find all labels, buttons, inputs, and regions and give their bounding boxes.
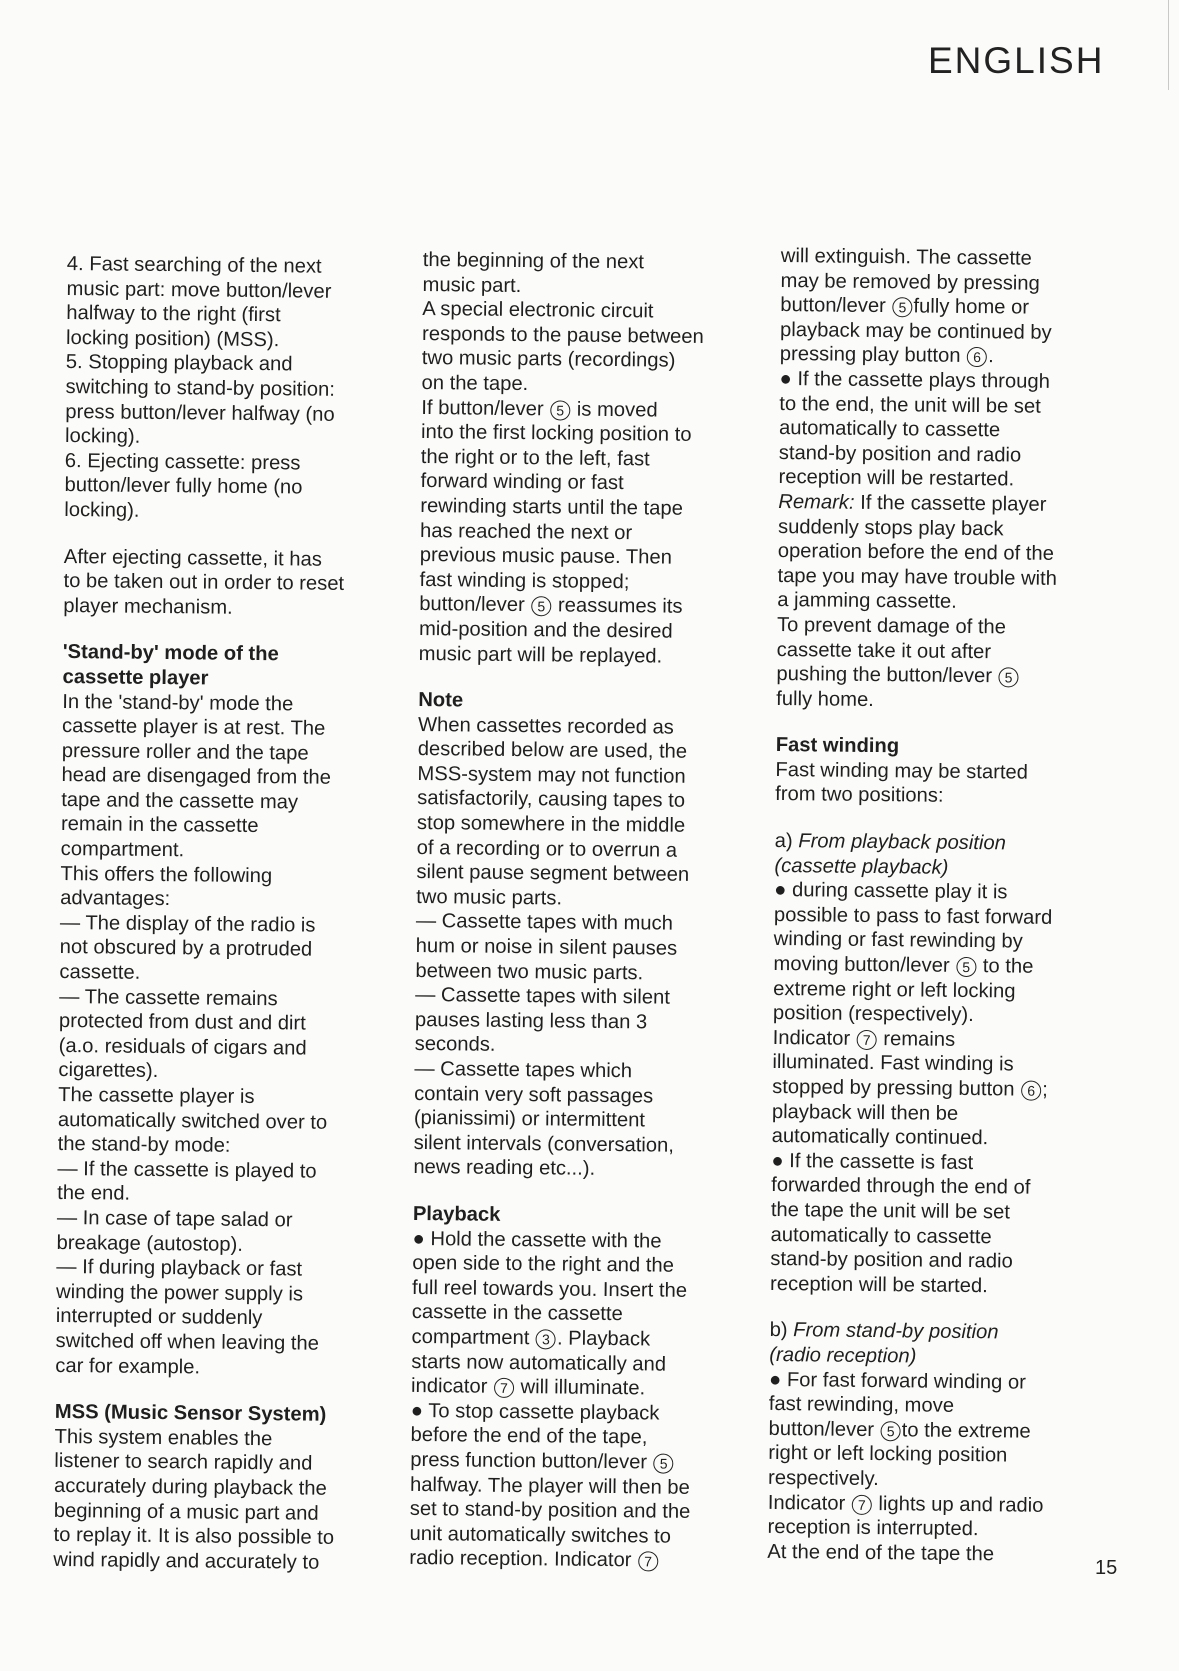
- text-line: unit automatically switches to: [409, 1522, 672, 1548]
- text-line: The cassette player is: [58, 1083, 255, 1109]
- text-line: two music parts.: [416, 885, 563, 910]
- text-line: (radio reception): [769, 1343, 917, 1368]
- text-line: cigarettes).: [58, 1059, 159, 1083]
- text-line: ● during cassette play it is: [774, 879, 1008, 904]
- text-line: to replay it. It is also possible to: [53, 1524, 335, 1549]
- text-line: ● If the cassette is fast: [771, 1149, 974, 1174]
- text-line: playback may be continued by: [779, 318, 1052, 344]
- text-line: — If during playback or fast: [56, 1256, 303, 1281]
- text-line: locking).: [64, 498, 140, 522]
- text-line: player mechanism.: [63, 594, 233, 619]
- text-line: fast winding is stopped;: [419, 568, 630, 593]
- section-heading: Playback: [412, 1202, 501, 1226]
- text-line: satisfactorily, causing tapes to: [417, 787, 686, 813]
- text-line: responds to the pause between: [421, 322, 704, 348]
- text-line: described below are used, the: [417, 738, 688, 764]
- text-line: switched off when leaving the: [55, 1329, 320, 1355]
- text-line: news reading etc...).: [413, 1156, 596, 1181]
- circled-number-7: 7: [638, 1552, 658, 1572]
- text-line: At the end of the tape the: [767, 1540, 995, 1565]
- text-line: music part will be replayed.: [418, 642, 663, 668]
- page-edge-rule: [1168, 0, 1169, 90]
- text-line: open side to the right and the: [412, 1252, 674, 1277]
- text-line: hum or noise in silent pauses: [415, 934, 678, 960]
- circled-number-5: 5: [881, 1421, 901, 1441]
- text-line: fully home.: [776, 687, 874, 711]
- section-heading: Fast winding: [775, 734, 900, 758]
- text-line: reception is interrupted.: [767, 1516, 979, 1541]
- text-line: between two music parts.: [415, 959, 644, 984]
- text-line: will extinguish. The cassette: [780, 244, 1032, 270]
- text-line: set to stand-by position and the: [409, 1498, 691, 1523]
- text-line: tape and the cassette may: [61, 788, 299, 814]
- text-line: winding the power supply is: [55, 1280, 304, 1306]
- text-line: listener to search rapidly and: [54, 1450, 313, 1475]
- text-line: on the tape.: [421, 371, 529, 396]
- text-line: the stand-by mode:: [57, 1133, 231, 1157]
- text-line: stop somewhere in the middle: [416, 812, 686, 837]
- text-line: — In case of tape salad or: [56, 1206, 293, 1232]
- text-line: pressure roller and the tape: [61, 739, 309, 765]
- text-line: forward winding or fast: [420, 470, 624, 495]
- text-line: cassette in the cassette: [411, 1301, 623, 1326]
- circled-number-5: 5: [892, 297, 912, 317]
- text-line: full reel towards you. Insert the: [411, 1276, 688, 1302]
- text-line: 6. Ejecting cassette: press: [64, 449, 301, 475]
- circled-number-7: 7: [857, 1030, 877, 1050]
- text-line: MSS-system may not function: [417, 762, 686, 788]
- text-line: button/lever fully home (no: [64, 474, 303, 499]
- text-column-2: [409, 248, 758, 1574]
- text-line: (cassette playback): [774, 854, 949, 879]
- text-line: — Cassette tapes which: [414, 1057, 633, 1083]
- text-line: cassette.: [59, 960, 141, 984]
- section-heading: MSS (Music Sensor System): [54, 1401, 327, 1426]
- text-line: halfway. The player will then be: [409, 1473, 690, 1499]
- text-line: may be removed by pressing: [780, 269, 1040, 295]
- text-line: to the end, the unit will be set: [779, 392, 1041, 418]
- text-line: To prevent damage of the: [776, 613, 1007, 639]
- text-line: previous music pause. Then: [419, 544, 672, 569]
- text-line: — If the cassette is played to: [57, 1157, 317, 1183]
- text-line: music part: move button/lever: [66, 277, 332, 303]
- text-line: — Cassette tapes with silent: [415, 984, 670, 1009]
- text-line: switching to stand-by position:: [65, 375, 335, 401]
- circled-number-3: 3: [536, 1329, 556, 1349]
- text-line: car for example.: [55, 1354, 201, 1378]
- text-line: locking position) (MSS).: [65, 326, 280, 352]
- text-line: compartment 3 . Playback: [411, 1325, 651, 1351]
- text-line: ● If the cassette plays through: [779, 367, 1050, 393]
- circled-number-5: 5: [998, 667, 1018, 687]
- text-line: forwarded through the end of: [771, 1174, 1031, 1200]
- text-line: stopped by pressing button 6 ;: [772, 1075, 1048, 1101]
- text-line: accurately during playback the: [53, 1474, 327, 1500]
- text-line: In the 'stand-by' mode the: [62, 690, 294, 715]
- circled-number-5: 5: [654, 1453, 674, 1473]
- text-line: 5. Stopping playback and: [65, 351, 293, 376]
- text-line: radio reception. Indicator 7: [409, 1546, 744, 1574]
- text-line: button/lever 5 fully home or: [780, 294, 1030, 319]
- text-line: respectively.: [767, 1466, 879, 1490]
- text-line: from two positions:: [775, 783, 944, 808]
- text-line: possible to pass to fast forward: [773, 903, 1053, 929]
- section-heading: cassette player: [62, 665, 209, 690]
- text-line: stand-by position and radio: [778, 441, 1022, 467]
- text-line: stand-by position and radio: [770, 1248, 1013, 1273]
- text-line: illuminated. Fast winding is: [772, 1051, 1014, 1076]
- text-line: pressing play button 6 .: [779, 343, 994, 368]
- section-heading: Note: [418, 689, 464, 712]
- text-line: of a recording or to overrun a: [416, 836, 678, 862]
- text-line: Indicator 7 remains: [772, 1026, 956, 1051]
- text-line: a) From playback position: [774, 830, 1006, 855]
- text-line: tape you may have trouble with: [777, 564, 1058, 590]
- text-line: This offers the following: [60, 862, 273, 887]
- text-line: After ejecting cassette, it has: [63, 545, 323, 571]
- text-line: button/lever 5 to the extreme: [768, 1417, 1031, 1443]
- text-line: silent intervals (conversation,: [413, 1131, 675, 1157]
- text-line: rewinding starts until the tape: [420, 494, 683, 520]
- text-line: indicator 7 will illuminate.: [410, 1375, 646, 1400]
- text-line: (a.o. residuals of cigars and: [58, 1034, 307, 1060]
- circled-number-7: 7: [494, 1378, 514, 1398]
- text-line: reception will be restarted.: [778, 466, 1015, 491]
- text-line: winding or fast rewinding by: [773, 928, 1023, 954]
- text-line: the tape the unit will be set: [770, 1198, 1011, 1224]
- text-line: press button/lever halfway (no: [65, 400, 335, 426]
- text-line: to be taken out in order to reset: [63, 570, 345, 596]
- text-line: operation before the end of the: [777, 540, 1055, 565]
- text-line: — The display of the radio is: [59, 911, 316, 937]
- text-line: into the first locking position to: [420, 421, 692, 446]
- text-column-1: [53, 252, 402, 1576]
- text-line: b) From stand-by position: [769, 1319, 999, 1344]
- text-line: playback will then be: [771, 1100, 959, 1125]
- text-line: advantages:: [60, 887, 171, 911]
- text-line: the end.: [57, 1182, 131, 1206]
- text-line: This system enables the: [54, 1425, 273, 1450]
- text-line: mid-position and the desired: [418, 617, 673, 643]
- circled-number-5: 5: [956, 957, 976, 977]
- text-line: protected from dust and dirt: [58, 1010, 306, 1035]
- text-line: fast rewinding, move: [768, 1393, 955, 1417]
- text-column-3: [767, 244, 1116, 1568]
- text-line: two music parts (recordings): [421, 347, 676, 373]
- text-line: halfway to the right (first: [66, 302, 281, 327]
- text-line: Indicator 7 lights up and radio: [767, 1491, 1044, 1517]
- text-line: locking).: [64, 425, 141, 448]
- text-line: position (respectively).: [772, 1002, 974, 1027]
- circled-number-6: 6: [967, 347, 987, 367]
- text-line: beginning of a music part and: [53, 1499, 319, 1525]
- text-line: automatically switched over to: [57, 1108, 328, 1134]
- text-line: remain in the cassette: [60, 813, 259, 838]
- text-line: the right or to the left, fast: [420, 445, 650, 471]
- text-line: — The cassette remains: [59, 985, 278, 1010]
- text-line: A special electronic circuit: [422, 298, 654, 323]
- text-line: contain very soft passages: [414, 1082, 654, 1108]
- text-line: automatically continued.: [771, 1125, 989, 1150]
- text-line: moving button/lever 5 to the: [773, 952, 1034, 978]
- text-line: — Cassette tapes with much: [415, 910, 673, 936]
- text-line: cassette player is at rest. The: [61, 715, 326, 740]
- text-line: ● For fast forward winding or: [768, 1368, 1026, 1394]
- text-line: right or left locking position: [768, 1442, 1008, 1467]
- text-line: (pianissimi) or intermittent: [413, 1107, 646, 1132]
- text-line: When cassettes recorded as: [417, 713, 674, 739]
- text-line: reception will be started.: [769, 1272, 988, 1297]
- text-line: the beginning of the next: [422, 248, 645, 274]
- text-line: suddenly stops play back: [777, 515, 1004, 540]
- circled-number-5: 5: [531, 596, 551, 616]
- section-heading: 'Stand-by' mode of the: [62, 641, 279, 666]
- text-line: a jamming cassette.: [777, 589, 957, 614]
- text-line: cassette take it out after: [776, 638, 992, 663]
- language-heading: ENGLISH: [928, 40, 1105, 81]
- text-line: pushing the button/lever 5: [776, 662, 1111, 690]
- text-line: button/lever 5 reassumes its: [419, 593, 683, 619]
- text-line: pauses lasting less than 3: [414, 1008, 648, 1034]
- text-line: wind rapidly and accurately to: [53, 1548, 320, 1574]
- text-line: automatically to cassette: [770, 1223, 992, 1248]
- text-line: head are disengaged from the: [61, 764, 331, 790]
- text-line: silent pause segment between: [416, 861, 690, 887]
- text-line: If button/lever 5 is moved: [421, 396, 658, 422]
- text-line: before the end of the tape,: [410, 1424, 648, 1449]
- text-line: starts now automatically and: [411, 1350, 667, 1376]
- circled-number-7: 7: [852, 1494, 872, 1514]
- text-line: interrupted or suddenly: [55, 1305, 263, 1330]
- text-line: music part.: [422, 273, 522, 297]
- text-line: extreme right or left locking: [773, 977, 1016, 1003]
- text-line: ● To stop cassette playback: [410, 1399, 660, 1425]
- text-line: seconds.: [414, 1033, 496, 1057]
- circled-number-5: 5: [550, 400, 570, 420]
- text-line: automatically to cassette: [778, 417, 1001, 442]
- circled-number-6: 6: [1021, 1081, 1041, 1101]
- text-line: Remark: If the cassette player: [778, 490, 1047, 516]
- text-line: breakage (autostop).: [56, 1231, 244, 1256]
- page-number: 15: [1095, 1557, 1118, 1579]
- text-line: 4. Fast searching of the next: [66, 252, 322, 278]
- text-line: compartment.: [60, 838, 185, 862]
- text-line: not obscured by a protruded: [59, 936, 313, 962]
- text-line: ● Hold the cassette with the: [412, 1227, 662, 1253]
- text-line: has reached the next or: [419, 519, 633, 544]
- text-line: press function button/lever 5: [410, 1448, 745, 1476]
- text-line: Fast winding may be started: [775, 758, 1029, 784]
